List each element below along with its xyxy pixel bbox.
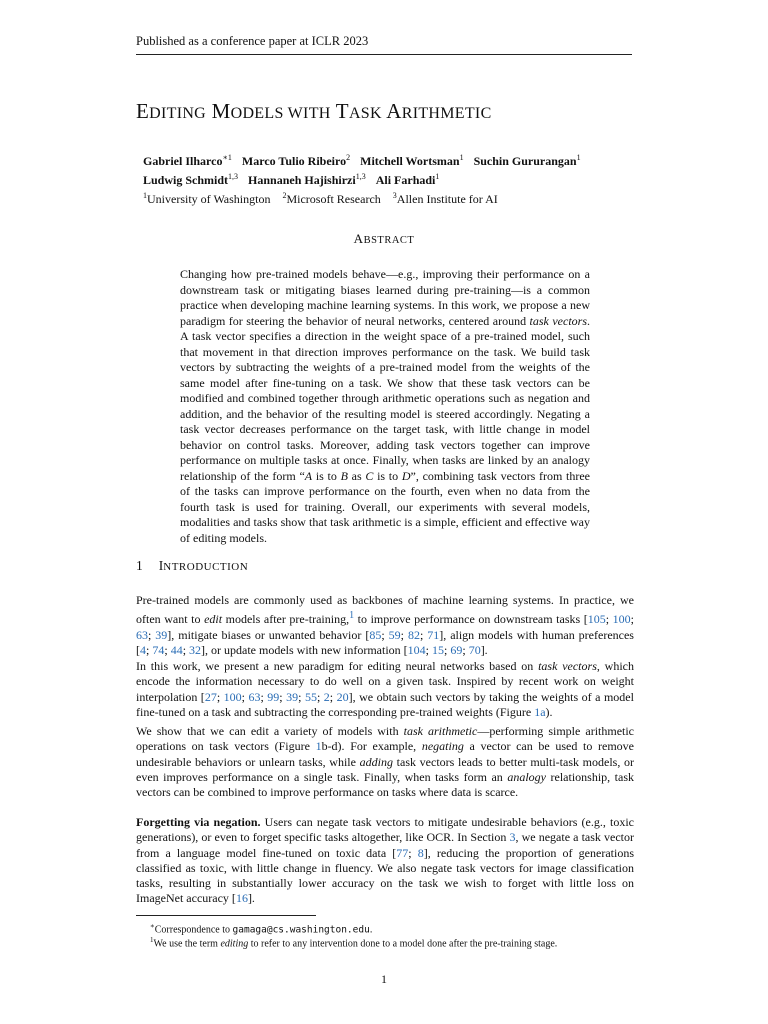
paragraph: Forgetting via negation. Users can negate task vectors to mitigate undesirable behaviors (e.g., toxic generations), or even to forget specific tasks altogether, like OCR. In Section 3, we negate a task vector from a language model fine-tuned on toxic data [77; 8], reducing the proportion of generations classified as toxic, with little change in fluency. We also negate task vectors for image classification tasks, resulting in substantially lower accuracy on the task we wish to forget with little loss on ImageNet accuracy [16]. [136, 815, 634, 906]
footnote-divider [136, 915, 316, 916]
footnote: ∗Correspondence to gamaga@cs.washington.edu. [150, 922, 373, 936]
author-name: Gabriel Ilharco$^{∗1}$ [143, 153, 232, 168]
citation-link[interactable]: 82 [407, 627, 420, 642]
citation-link[interactable]: 2 [323, 689, 330, 704]
author-name: Ali Farhadi$^1$ [375, 172, 440, 187]
affiliation: $^2$Microsoft Research [282, 191, 381, 206]
citation-link[interactable]: 63 [248, 689, 261, 704]
footnote: $^1$We use the term editing to refer to any intervention done to a model done after the pre-training stage. [150, 936, 558, 950]
citation-link[interactable]: 32 [189, 642, 202, 657]
section-link[interactable]: 3 [509, 830, 516, 845]
paragraph: We show that we can edit a variety of models with task arithmetic—performing simple arithmetic operations on task vectors (Figure 1b-d). For example, negating a vector can be used to remove undesirable behaviors or unlearn tasks, while adding task vectors leads to better multi-task models, or even improves performance on a single task. Finally, when tasks form an analogy relationship, task vectors can be combined to improve performance on tasks where data is scarce. [136, 724, 635, 800]
citation-link[interactable]: 55 [304, 689, 317, 704]
citation-link[interactable]: 99 [267, 689, 280, 704]
figure-link[interactable]: 1 [315, 739, 322, 754]
author-line-2 [143, 169, 643, 188]
citation-link[interactable]: 16 [235, 891, 248, 906]
footnote-link[interactable]: 1 [349, 610, 355, 622]
author-block [143, 150, 643, 207]
section-heading-introduction: 1 INTRODUCTION [136, 558, 249, 573]
author-name: Mitchell Wortsman$^1$ [360, 153, 464, 168]
affiliation: $^1$University of Washington [143, 191, 271, 206]
citation-link[interactable]: 69 [450, 642, 463, 657]
citation-link[interactable]: 77 [396, 845, 409, 860]
citation-link[interactable]: 4 [140, 642, 146, 657]
citation-link[interactable]: 74 [152, 642, 165, 657]
citation-link[interactable]: 85 [369, 627, 382, 642]
abstract-text: Changing how pre-trained models behave—e.g., improving their performance on a downstream task or mitigating biases learned during pre-training—is a common practice when developing machine learning systems. In this work, we propose a new paradigm for steering the behavior of neural networks, centered around task vectors. A task vector specifies a direction in the weight space of a pre-trained model, such that movement in that direction improves performance on the task. We build task vectors by subtracting the weights of a pre-trained model from the weights of the same model after fine-tuning on a task. We show that these task vectors can be modified and combined together through arithmetic operations such as negation and addition, and the behavior of the resulting model is steered accordingly. Negating a task vector decreases performance on the target task, with little change in model behavior on control tasks. Moreover, adding task vectors together can improve performance on multiple tasks at once. Finally, when tasks are linked by an analogy relationship of the form “A is to B as C is to D”, combining task vectors from three of the tasks can improve performance on the fourth, even when no data from the fourth task is used for training. Overall, our experiments with several models, modalities and tasks show that task arithmetic is a simple, efficient and effective way of editing models. [180, 267, 591, 545]
citation-link[interactable]: 63 [136, 627, 148, 642]
affiliations [143, 188, 643, 207]
paragraph-heading: Forgetting via negation. [136, 815, 261, 829]
citation-link[interactable]: 104 [407, 642, 426, 657]
author-name: Marco Tulio Ribeiro$^2$ [241, 153, 351, 168]
figure-link[interactable]: 1a [534, 704, 546, 719]
citation-link[interactable]: 27 [204, 689, 217, 704]
citation-link[interactable]: 70 [468, 642, 481, 657]
page-number: 1 [381, 972, 387, 986]
citation-link[interactable]: 105 [587, 612, 606, 627]
author-name: Hannaneh Hajishirzi$^{1,3}$ [248, 172, 366, 187]
email-link[interactable]: gamaga@cs.washington.edu [232, 924, 370, 936]
author-name: Ludwig Schmidt$^{1,3}$ [143, 172, 239, 187]
author-line-1 [143, 150, 643, 169]
paragraph: In this work, we present a new paradigm for editing neural networks based on task vectors, which encode the information necessary to do well on a given task. Inspired by recent work on weight interpolation [27; 100; 63; 99; 39; 55; 2; 20], we obtain such vectors by taking the weights of a model fine-tuned on a task and subtracting the corresponding pre-trained weights (Figure 1a). [136, 659, 634, 719]
citation-link[interactable]: 44 [170, 642, 183, 657]
paragraph: Pre-trained models are commonly used as backbones of machine learning systems. In practice, we often want to edit models after pre-training,$^1$ to improve performance on downstream tasks [105; 100; 63; 39], mitigate biases or unwanted behavior [85; 59; 82; 71], align models with human preferences [4; 74; 44; 32], or update models with new information [104; 15; 69; 70]. [136, 593, 634, 657]
running-head: Published as a conference paper at ICLR 2023 [136, 34, 632, 55]
citation-link[interactable]: 39 [155, 627, 168, 642]
citation-link[interactable]: 59 [388, 627, 401, 642]
citation-link[interactable]: 20 [336, 689, 349, 704]
citation-link[interactable]: 15 [432, 642, 444, 657]
citation-link[interactable]: 100 [223, 689, 242, 704]
citation-link[interactable]: 8 [417, 845, 424, 860]
paper-title: EDITING MODELS WITH TASK ARITHMETIC [136, 99, 492, 123]
author-name: Suchin Gururangan$^1$ [473, 153, 581, 168]
citation-link[interactable]: 39 [286, 689, 299, 704]
citation-link[interactable]: 71 [427, 627, 440, 642]
abstract-heading: ABSTRACT [353, 231, 415, 246]
citation-link[interactable]: 100 [612, 612, 631, 627]
affiliation: $^3$Allen Institute for AI [392, 191, 498, 206]
